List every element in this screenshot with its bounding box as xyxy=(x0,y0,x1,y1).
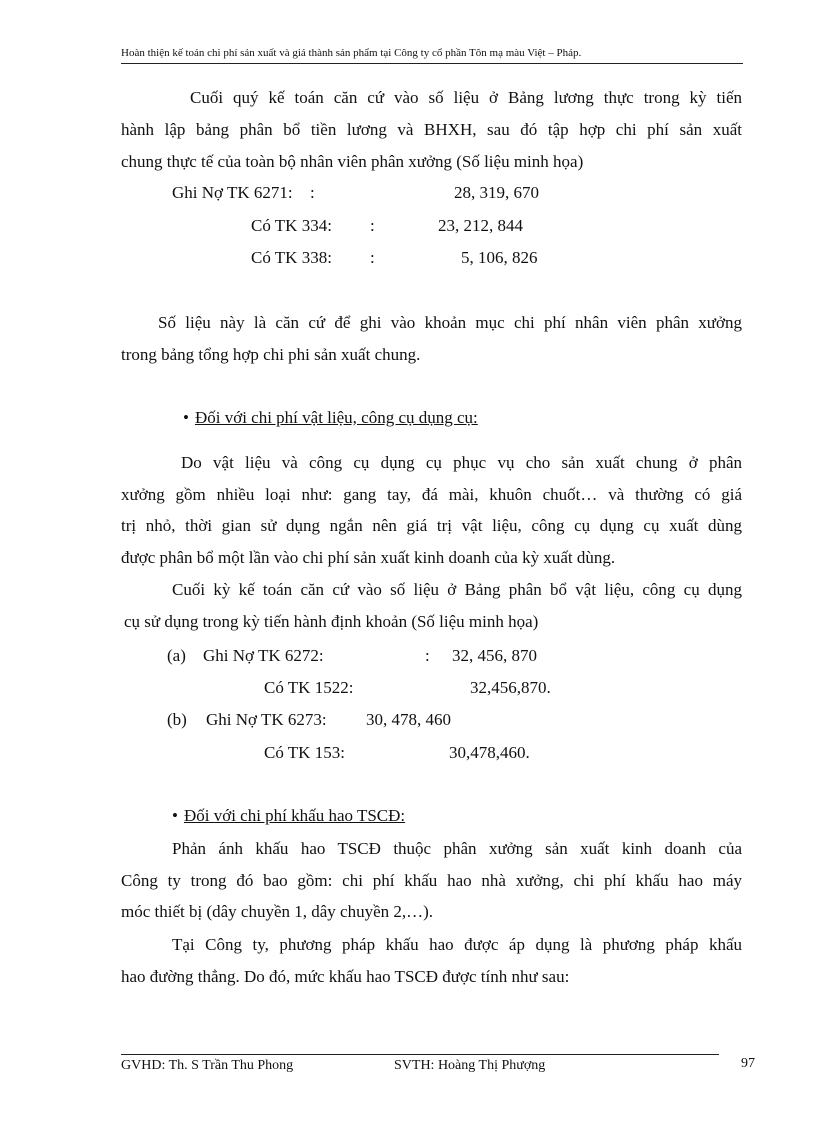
bullet-heading-text: Đối với chi phí khấu hao TSCĐ: xyxy=(183,806,406,825)
para2-line1: Số liệu này là căn cứ để ghi vào khoản mục chi phí nhân viên phân xưởng xyxy=(158,313,742,332)
para5-line3: móc thiết bị (dây chuyền 1, dây chuyền 2,…). xyxy=(121,902,434,921)
entry2-b-debit-label: Ghi Nợ TK 6273: xyxy=(206,710,327,729)
entry1-debit-label: Ghi Nợ TK 6271: xyxy=(172,183,293,202)
entry1-credit1-colon: : xyxy=(370,216,375,235)
bullet-heading-text: Đối với chi phí vật liệu, công cụ dụng cụ: xyxy=(194,408,478,427)
entry1-credit2-colon: : xyxy=(370,248,375,267)
entry2-b-debit-value: 30, 478, 460 xyxy=(366,710,451,729)
entry1-credit1-value: 23, 212, 844 xyxy=(438,216,523,235)
entry2-a-credit-label: Có TK 1522: xyxy=(264,678,354,697)
footer-rule xyxy=(121,1054,719,1055)
entry1-credit2-value: 5, 106, 826 xyxy=(461,248,538,267)
para3-line1: Do vật liệu và công cụ dụng cụ phục vụ cho sản xuất chung ở phân xyxy=(181,453,742,472)
bullet-heading-materials xyxy=(183,408,478,428)
page-number: 97 xyxy=(741,1056,755,1071)
entry1-credit2-label: Có TK 338: xyxy=(251,248,332,267)
header-rule xyxy=(121,63,743,64)
entry1-debit-value: 28, 319, 670 xyxy=(454,183,539,202)
para3-line2: xưởng gồm nhiều loại như: gang tay, đá mài, khuôn chuốt… và thường có giá xyxy=(121,485,742,504)
entry2-a-colon: : xyxy=(425,646,430,665)
bullet-marker: • xyxy=(172,806,178,825)
entry2-b-credit-label: Có TK 153: xyxy=(264,743,345,762)
para5-line1: Phản ánh khấu hao TSCĐ thuộc phân xưởng sản xuất kinh doanh của xyxy=(172,839,742,858)
entry2-a-debit-value: 32, 456, 870 xyxy=(452,646,537,665)
para1-line2: hành lập bảng phân bổ tiền lương và BHXH, sau đó tập hợp chi phí sản xuất xyxy=(121,120,742,139)
bullet-heading-depreciation xyxy=(172,806,405,826)
para4-line2: cụ sử dụng trong kỳ tiến hành định khoản (Số liệu minh họa) xyxy=(124,612,539,631)
footer-student: SVTH: Hoàng Thị Phượng xyxy=(394,1058,546,1073)
entry2-a-marker: (a) xyxy=(167,646,186,665)
footer-supervisor: GVHD: Th. S Trần Thu Phong xyxy=(121,1058,294,1073)
para3-line3: trị nhỏ, thời gian sử dụng ngắn nên giá trị vật liệu, công cụ dụng cụ xuất dùng xyxy=(121,516,742,535)
para1-line3: chung thực tế của toàn bộ nhân viên phân xưởng (Số liệu minh họa) xyxy=(121,152,584,171)
entry1-credit1-label: Có TK 334: xyxy=(251,216,332,235)
entry2-b-marker: (b) xyxy=(167,710,187,729)
entry2-a-debit-label: Ghi Nợ TK 6272: xyxy=(203,646,324,665)
entry1-debit-colon: : xyxy=(310,183,315,202)
para5-line2: Công ty trong đó bao gồm: chi phí khấu hao nhà xưởng, chi phí khấu hao máy xyxy=(121,871,742,890)
para3-line4: được phân bổ một lần vào chi phí sản xuất kinh doanh của kỳ xuất dùng. xyxy=(121,548,616,567)
entry2-a-credit-value: 32,456,870. xyxy=(470,678,551,697)
para1-line1: Cuối quý kế toán căn cứ vào số liệu ở Bảng lương thực trong kỳ tiến xyxy=(190,88,742,107)
entry2-b-credit-value: 30,478,460. xyxy=(449,743,530,762)
running-header: Hoàn thiện kế toán chi phí sản xuất và giá thành sản phẩm tại Công ty cổ phần Tôn mạ màu Việt – Pháp. xyxy=(121,47,582,59)
para4-line1: Cuối kỳ kế toán căn cứ vào số liệu ở Bảng phân bổ vật liệu, công cụ dụng xyxy=(172,580,742,599)
para6-line1: Tại Công ty, phương pháp khấu hao được áp dụng là phương pháp khấu xyxy=(172,935,742,954)
para2-line2: trong bảng tổng hợp chi phi sản xuất chung. xyxy=(121,345,421,364)
para6-line2: hao đường thẳng. Do đó, mức khấu hao TSCĐ được tính như sau: xyxy=(121,967,570,986)
bullet-marker: • xyxy=(183,408,189,427)
